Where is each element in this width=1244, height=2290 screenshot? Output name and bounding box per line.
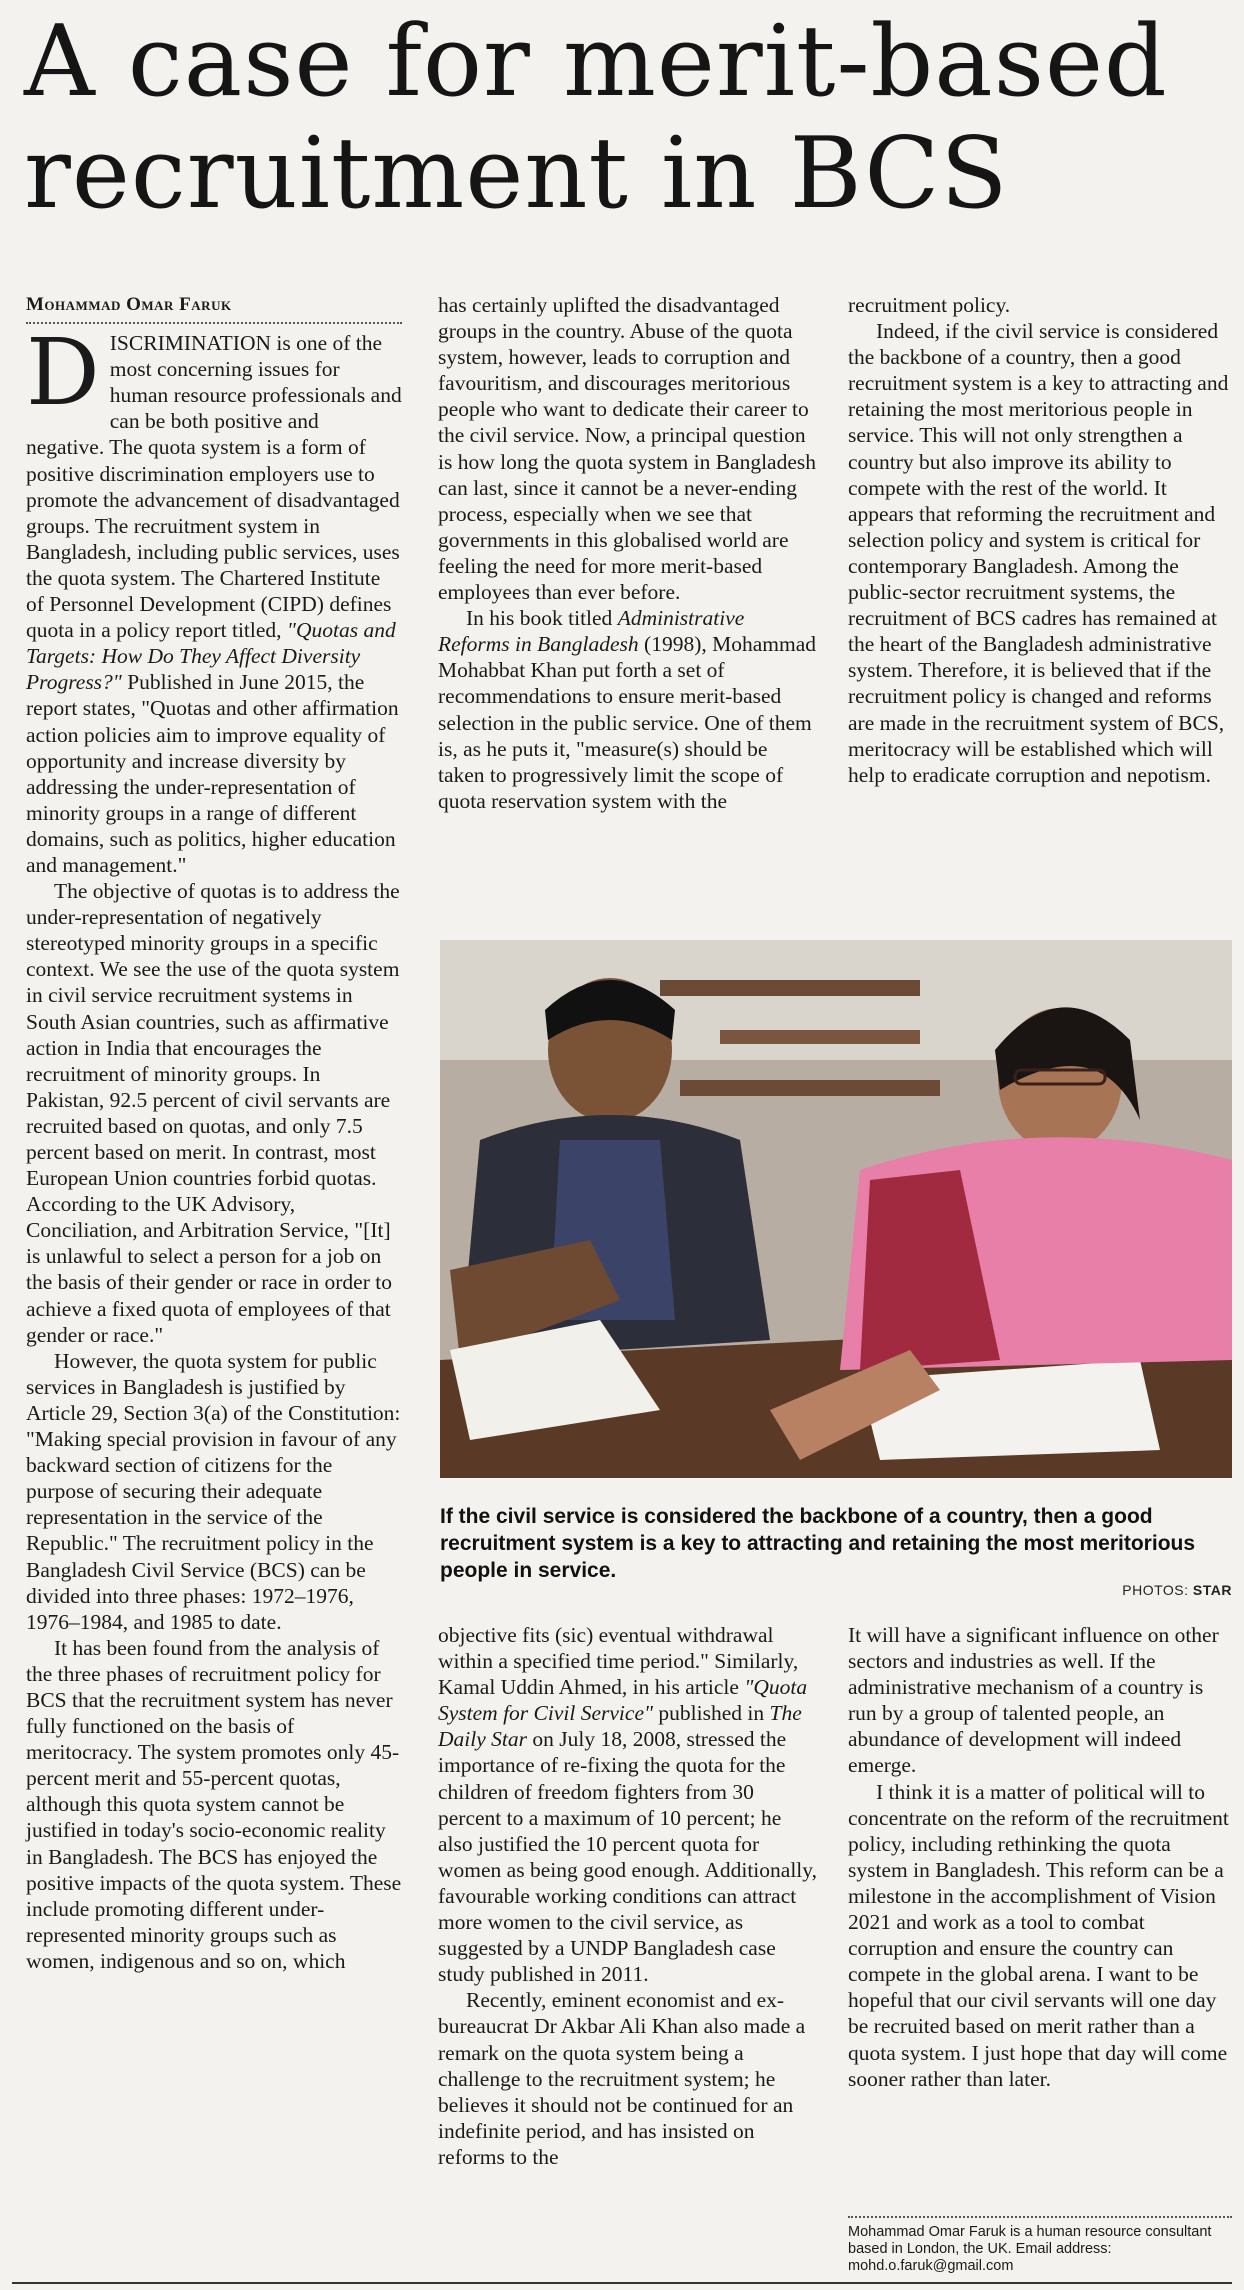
paragraph: It will have a significant influence on other sectors and industries as well. If the administrative mechanism of a country is run by a group of talented people, an abundance of development will indeed emerge. [848, 1623, 1219, 1778]
paragraph-text: (1998), Mohammad Mohabbat Khan put forth a set of recommendations to ensure merit-based selection in the public service. One of them is, as he puts it, "measure(s) should be taken to progressively limit the scope of quota reservation system with the [438, 632, 816, 813]
photo-illustration [440, 940, 1232, 1478]
paragraph [26, 319, 402, 878]
newspaper-name: The Daily Star [438, 1701, 802, 1752]
column-4 [438, 1622, 818, 2170]
paragraph: has certainly uplifted the disadvantaged groups in the country. Abuse of the quota system, however, leads to corruption and favouritism, and discourages meritorious people who want to dedicate their career to the civil service. Now, a principal question is how long the quota system in Bangladesh can last, since it cannot be a never-ending process, especially when we see that governments in this globalised world are feeling the need for more merit-based employees than ever before. [438, 293, 817, 605]
report-title: "Quotas and Targets: How Do They Affect Diversity Progress?" [26, 618, 396, 695]
paragraph-text: ISCRIMINATION is one of the most concerning issues for human resource professionals and can be both positive and negative. The quota system is a form of positive discrimination employers use to promote the advancement of disadvantaged groups. The recruitment system in Bangladesh, including public services, uses the quota system. The Chartered Institute of Personnel Development (CIPD) defines quota in a policy report titled, [26, 331, 402, 643]
paragraph: I think it is a matter of political will to concentrate on the reform of the recruitment policy, including rethinking the quota system in Bangladesh. This reform can be a milestone in the accomplishment of Vision 2021 and work as a tool to combat corruption and ensure the country can compete in the global arena. I want to be hopeful that our civil servants will one day be recruited based on merit rather than a quota system. I just hope that day will come sooner rather than later. [848, 1779, 1229, 2091]
paragraph [438, 1622, 818, 1987]
photo-caption: If the civil service is considered the backbone of a country, then a good recruitment system is a key to attracting and retaining the most meritorious people in service. [440, 1505, 1196, 1582]
paragraph-text: published in [653, 1701, 770, 1726]
paragraph-text: on July 18, 2008, stressed the importance of re-fixing the quota for the children of freedom fighters from 30 percent to a maximum of 10 percent; he also justified the 10 percent quota for women as being good enough. Additionally, favourable working conditions can attract more women to the civil service, as suggested by a UNDP Bangladesh case study published in 2011. [438, 1727, 817, 1987]
paragraph: It has been found from the analysis of the three phases of recruitment policy for BCS that the recruitment system has never fully functioned on the basis of meritocracy. The system promotes only 45-percent merit and 55-percent quotas, although this quota system cannot be justified in today's socio-economic reality in Bangladesh. The BCS has enjoyed the positive impacts of the quota system. These include promoting different under-represented minority groups such as women, indigenous and so on, which [26, 1635, 402, 1973]
author-bio: Mohammad Omar Faruk is a human resource consultant based in London, the UK. Email address: mohd.o.faruk@gmail.com [848, 2216, 1232, 2275]
drop-cap: D [26, 319, 100, 427]
column-1 [26, 292, 402, 1974]
byline: Mohammad Omar Faruk [26, 292, 402, 324]
headline: A case for merit-based recruitment in BCS [24, 5, 1168, 231]
exam-hall-photo [440, 940, 1232, 1478]
column-2 [438, 292, 818, 814]
paragraph: Indeed, if the civil service is considered the backbone of a country, then a good recruitment system is a key to attracting and retaining the most meritorious people in service. This will not only strengthen a country but also improve its ability to compete with the rest of the world. It appears that reforming the recruitment and selection policy and system is critical for contemporary Bangladesh. Among the public-sector recruitment systems, the recruitment of BCS cadres has remained at the heart of the Bangladesh administrative system. Therefore, it is believed that if the recruitment policy is changed and reforms are made in the recruitment system of BCS, meritocracy will be established which will help to eradicate corruption and nepotism. [848, 319, 1229, 787]
photo-credit [1122, 1582, 1232, 1598]
paragraph: However, the quota system for public services in Bangladesh is justified by Article 29, Section 3(a) of the Constitution: "Making special provision in favour of any backward section of citizens for the purpose of securing their adequate representation in the service of the Republic." The recruitment policy in the Bangladesh Civil Service (BCS) can be divided into three phases: 1972–1976, 1976–1984, and 1985 to date. [26, 1348, 401, 1634]
paragraph-text: In his book titled [466, 606, 618, 631]
paragraph: Recently, eminent economist and ex-bureaucrat Dr Akbar Ali Khan also made a remark on the quota system being a challenge to the recruitment system; he believes it should not be continued for an indefinite period, and has insisted on reforms to the [438, 1988, 806, 2169]
paragraph [438, 605, 818, 814]
column-5 [848, 1622, 1232, 2092]
credit-prefix: PHOTOS: [1122, 1582, 1193, 1598]
paragraph-text: Published in June 2015, the report states, "Quotas and other affirmation action policies aim to improve equality of opportunity and increase diversity by addressing the under-representation of minority groups in a range of different domains, such as politics, higher education and management." [26, 670, 399, 877]
credit-name: STAR [1192, 1582, 1232, 1598]
paragraph: recruitment policy. [848, 293, 1011, 317]
paragraph-text: objective fits (sic) eventual withdrawal within a specified time period." Similarly, Kamal Uddin Ahmed, in his article [438, 1623, 799, 1700]
paragraph: The objective of quotas is to address the under-representation of negatively stereotyped minority groups in a specific context. We see the use of the quota system in civil service recruitment systems in South Asian countries, such as affirmative action in India that encourages the recruitment of minority groups. In Pakistan, 92.5 percent of civil servants are recruited based on quotas, and only 7.5 percent based on merit. In contrast, most European Union countries forbid quotas. According to the UK Advisory, Conciliation, and Arbitration Service, "[It] is unlawful to select a person for a job on the basis of their gender or race in order to achieve a fixed quota of employees of that gender or race." [26, 879, 400, 1347]
bottom-rule [12, 2282, 1232, 2284]
column-3 [848, 292, 1232, 788]
book-title: Administrative Reforms in Bangladesh [438, 606, 745, 657]
article-title: "Quota System for Civil Service" [438, 1675, 808, 1726]
